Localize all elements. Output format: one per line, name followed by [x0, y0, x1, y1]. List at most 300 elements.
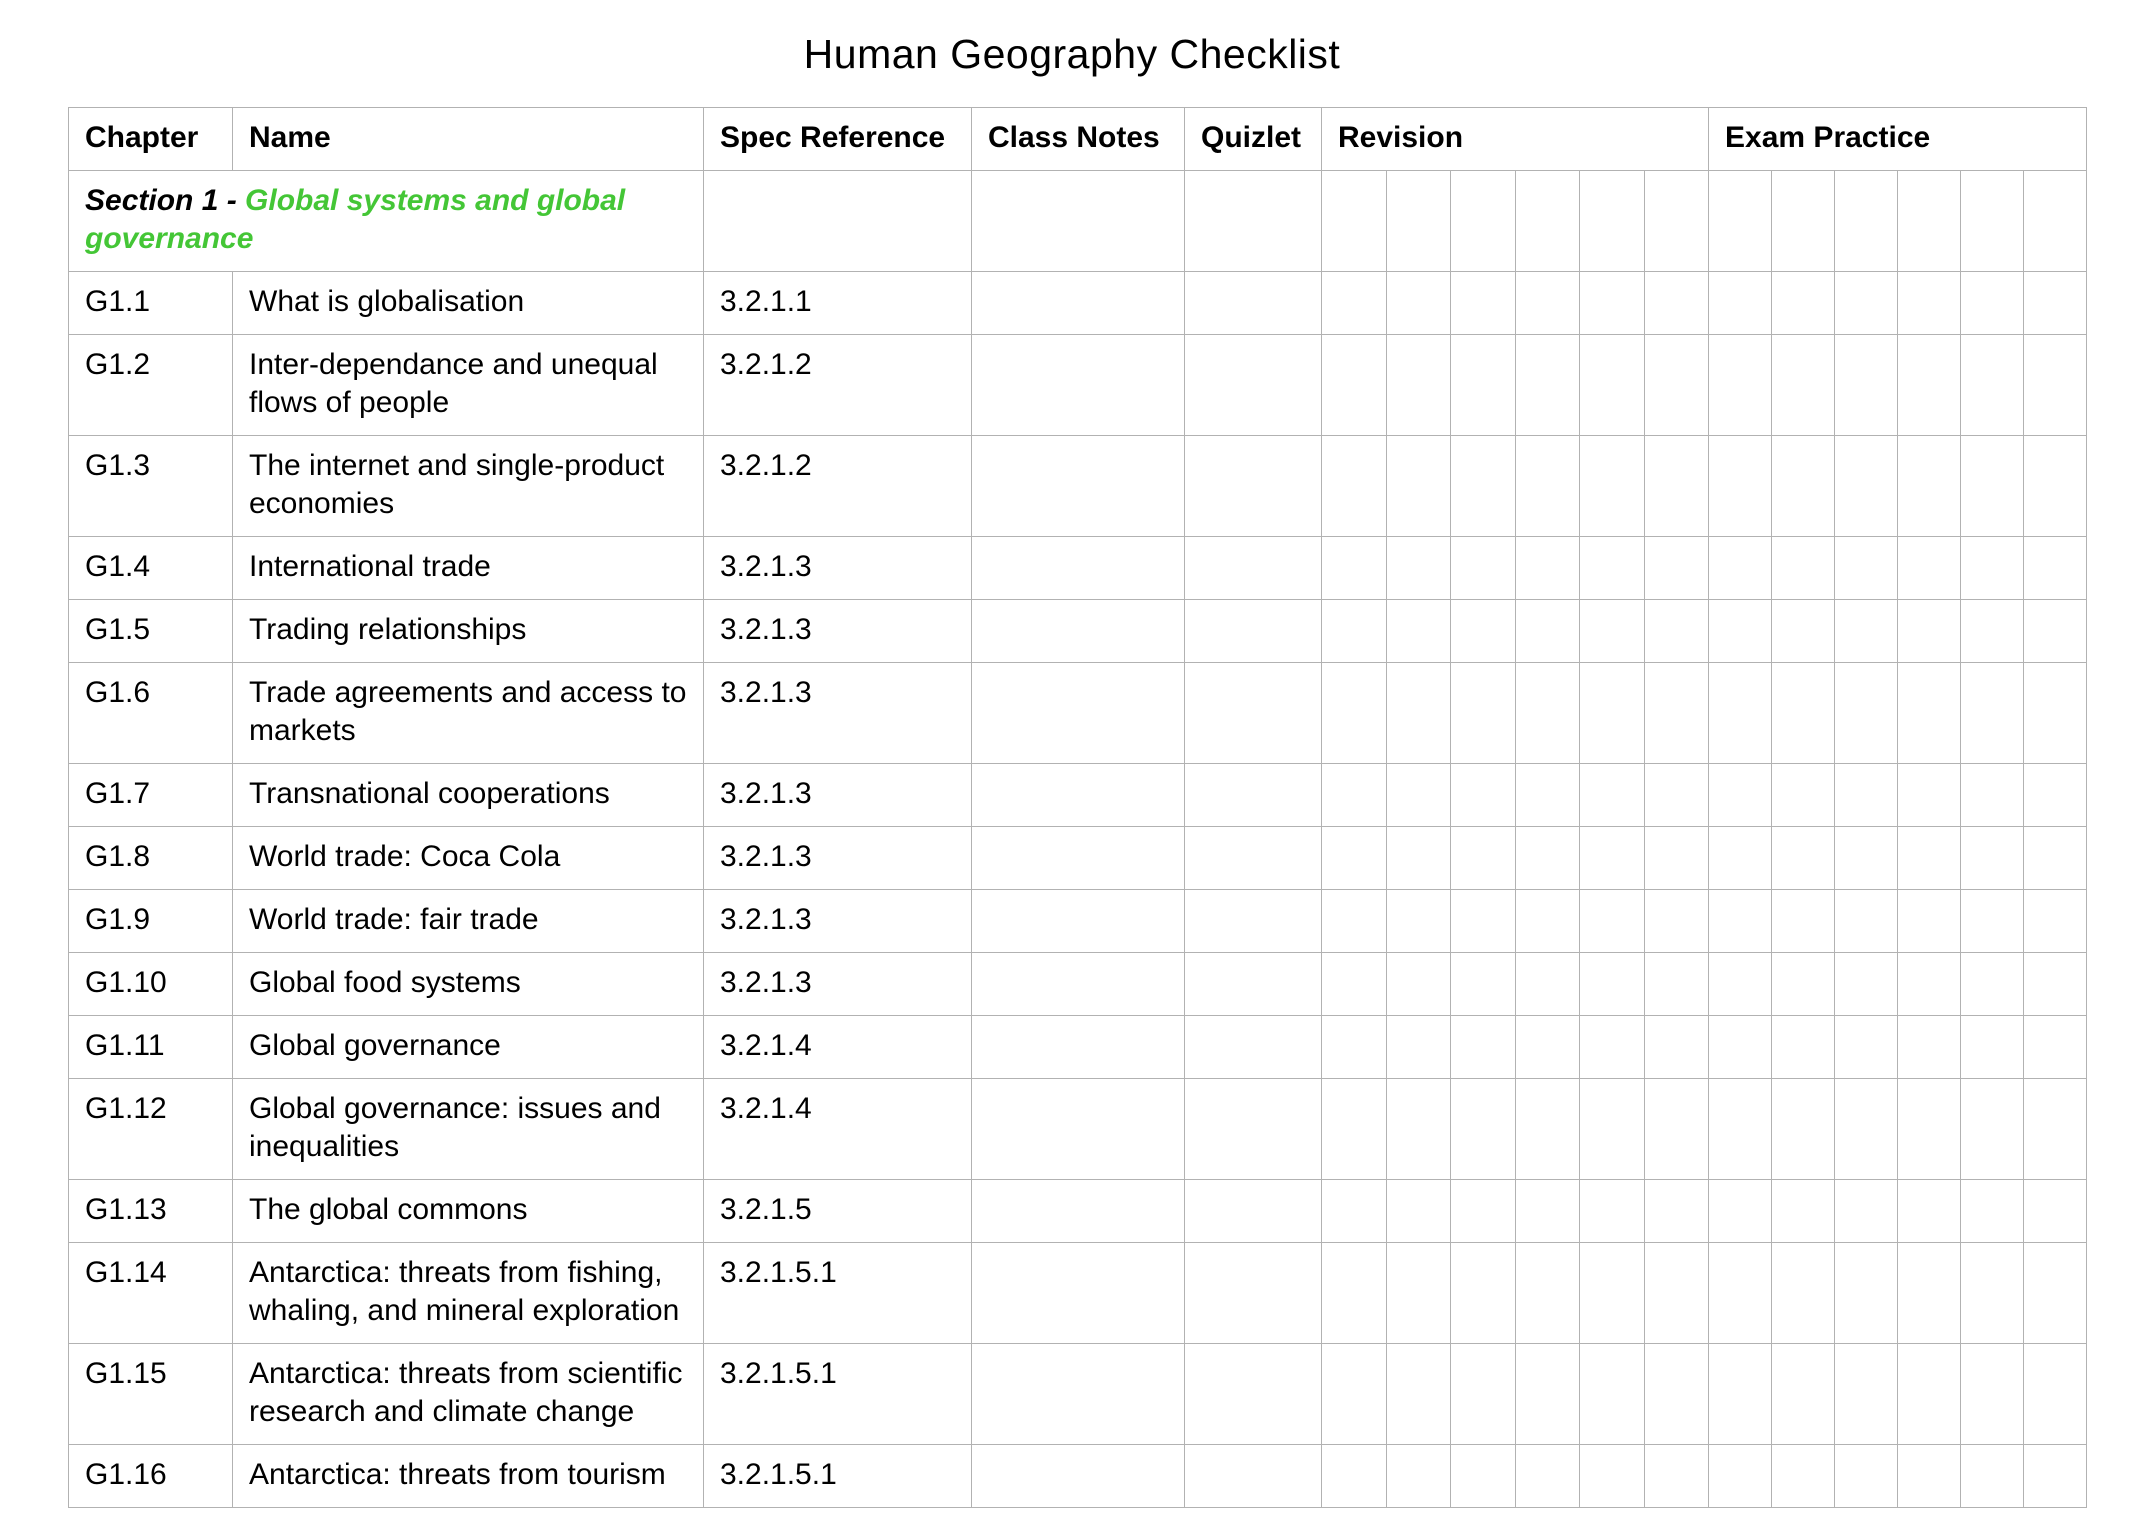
name-cell: Antarctica: threats from scientific research and climate change: [233, 1344, 704, 1445]
chapter-cell: G1.8: [69, 827, 233, 890]
chapter-cell: G1.2: [69, 335, 233, 436]
name-cell: World trade: fair trade: [233, 890, 704, 953]
exam-practice-cell[interactable]: [1835, 1016, 1898, 1079]
revision-cell[interactable]: [1386, 436, 1451, 537]
quizlet-cell[interactable]: [1185, 1243, 1322, 1344]
spec-reference-cell: 3.2.1.3: [704, 953, 972, 1016]
exam-practice-cell[interactable]: [1961, 1344, 2024, 1445]
class-notes-cell[interactable]: [972, 600, 1185, 663]
exam-practice-cell[interactable]: [1772, 171, 1835, 272]
exam-practice-cell[interactable]: [1835, 764, 1898, 827]
revision-cell[interactable]: [1451, 436, 1516, 537]
revision-cell[interactable]: [1386, 171, 1451, 272]
section-prefix: Section 1 -: [85, 184, 246, 217]
revision-cell[interactable]: [1451, 600, 1516, 663]
exam-practice-cell[interactable]: [1961, 890, 2024, 953]
spec-reference-cell: 3.2.1.5: [704, 1180, 972, 1243]
revision-cell[interactable]: [1644, 600, 1709, 663]
table-row: [69, 953, 2087, 1016]
column-header-spec-reference: Spec Reference: [704, 108, 972, 171]
revision-cell[interactable]: [1644, 1445, 1709, 1508]
exam-practice-cell[interactable]: [1772, 764, 1835, 827]
exam-practice-cell[interactable]: [1898, 537, 1961, 600]
class-notes-cell[interactable]: [972, 1243, 1185, 1344]
column-header-exam-practice: Exam Practice: [1709, 108, 2087, 171]
revision-cell[interactable]: [1386, 1344, 1451, 1445]
exam-practice-cell[interactable]: [1772, 1079, 1835, 1180]
revision-cell[interactable]: [1322, 600, 1387, 663]
revision-cell[interactable]: [1515, 1180, 1580, 1243]
exam-practice-cell[interactable]: [2024, 171, 2087, 272]
chapter-cell: G1.6: [69, 663, 233, 764]
exam-practice-cell[interactable]: [1835, 890, 1898, 953]
revision-cell[interactable]: [1580, 890, 1645, 953]
revision-cell[interactable]: [1644, 1016, 1709, 1079]
revision-cell[interactable]: [1580, 827, 1645, 890]
revision-cell[interactable]: [1644, 1344, 1709, 1445]
table-row: [69, 827, 2087, 890]
exam-practice-cell[interactable]: [2024, 436, 2087, 537]
exam-practice-cell[interactable]: [1772, 436, 1835, 537]
exam-practice-cell[interactable]: [1898, 436, 1961, 537]
exam-practice-cell[interactable]: [1961, 171, 2024, 272]
exam-practice-cell[interactable]: [1961, 953, 2024, 1016]
exam-practice-cell[interactable]: [1709, 1243, 1772, 1344]
quizlet-cell[interactable]: [1185, 827, 1322, 890]
class-notes-cell[interactable]: [972, 953, 1185, 1016]
quizlet-cell[interactable]: [1185, 1344, 1322, 1445]
exam-practice-cell[interactable]: [1898, 890, 1961, 953]
exam-practice-cell[interactable]: [1835, 1079, 1898, 1180]
revision-cell[interactable]: [1386, 827, 1451, 890]
class-notes-cell[interactable]: [972, 1016, 1185, 1079]
column-header-name: Name: [233, 108, 704, 171]
revision-cell[interactable]: [1386, 1180, 1451, 1243]
exam-practice-cell[interactable]: [2024, 953, 2087, 1016]
revision-cell[interactable]: [1515, 953, 1580, 1016]
chapter-cell: G1.7: [69, 764, 233, 827]
exam-practice-cell[interactable]: [1709, 171, 1772, 272]
revision-cell[interactable]: [1644, 335, 1709, 436]
section-row: [69, 171, 2087, 272]
exam-practice-cell[interactable]: [1961, 537, 2024, 600]
chapter-cell: G1.16: [69, 1445, 233, 1508]
exam-practice-cell[interactable]: [1835, 953, 1898, 1016]
spec-reference-cell: 3.2.1.4: [704, 1079, 972, 1180]
revision-cell[interactable]: [1515, 600, 1580, 663]
revision-cell[interactable]: [1644, 1079, 1709, 1180]
exam-practice-cell[interactable]: [1961, 1243, 2024, 1344]
exam-practice-cell[interactable]: [1961, 272, 2024, 335]
spec-reference-cell: 3.2.1.5.1: [704, 1445, 972, 1508]
quizlet-cell[interactable]: [1185, 1079, 1322, 1180]
revision-cell[interactable]: [1644, 537, 1709, 600]
column-header-revision: Revision: [1322, 108, 1709, 171]
exam-practice-cell[interactable]: [1709, 1079, 1772, 1180]
exam-practice-cell[interactable]: [1835, 600, 1898, 663]
revision-cell[interactable]: [1515, 1445, 1580, 1508]
exam-practice-cell[interactable]: [1835, 1445, 1898, 1508]
name-cell: Global governance: issues and inequalities: [233, 1079, 704, 1180]
exam-practice-cell[interactable]: [2024, 663, 2087, 764]
revision-cell[interactable]: [1580, 537, 1645, 600]
revision-cell[interactable]: [1515, 663, 1580, 764]
section-header-cell: [69, 171, 704, 272]
revision-cell[interactable]: [1386, 890, 1451, 953]
exam-practice-cell[interactable]: [1835, 436, 1898, 537]
exam-practice-cell[interactable]: [2024, 1180, 2087, 1243]
exam-practice-cell[interactable]: [1772, 890, 1835, 953]
class-notes-cell[interactable]: [972, 1079, 1185, 1180]
revision-cell[interactable]: [1322, 171, 1387, 272]
name-cell: Antarctica: threats from fishing, whaling, and mineral exploration: [233, 1243, 704, 1344]
exam-practice-cell[interactable]: [1961, 1445, 2024, 1508]
name-cell: Transnational cooperations: [233, 764, 704, 827]
revision-cell[interactable]: [1386, 335, 1451, 436]
exam-practice-cell[interactable]: [1961, 335, 2024, 436]
revision-cell[interactable]: [1580, 1079, 1645, 1180]
exam-practice-cell[interactable]: [1898, 171, 1961, 272]
revision-cell[interactable]: [1451, 537, 1516, 600]
revision-cell[interactable]: [1580, 1344, 1645, 1445]
class-notes-cell[interactable]: [972, 1180, 1185, 1243]
table-row: [69, 1445, 2087, 1508]
revision-cell[interactable]: [1451, 764, 1516, 827]
exam-practice-cell[interactable]: [2024, 272, 2087, 335]
exam-practice-cell[interactable]: [1709, 436, 1772, 537]
quizlet-cell[interactable]: [1185, 1016, 1322, 1079]
revision-cell[interactable]: [1322, 272, 1387, 335]
revision-cell[interactable]: [1451, 890, 1516, 953]
revision-cell[interactable]: [1451, 1016, 1516, 1079]
exam-practice-cell[interactable]: [1709, 335, 1772, 436]
exam-practice-cell[interactable]: [1709, 1445, 1772, 1508]
exam-practice-cell[interactable]: [1772, 1344, 1835, 1445]
revision-cell[interactable]: [1515, 890, 1580, 953]
revision-cell[interactable]: [1322, 1180, 1387, 1243]
revision-cell[interactable]: [1515, 272, 1580, 335]
exam-practice-cell[interactable]: [1898, 1344, 1961, 1445]
revision-cell[interactable]: [1451, 335, 1516, 436]
revision-cell[interactable]: [1386, 1243, 1451, 1344]
revision-cell[interactable]: [1451, 272, 1516, 335]
exam-practice-cell[interactable]: [1772, 1180, 1835, 1243]
revision-cell[interactable]: [1451, 827, 1516, 890]
exam-practice-cell[interactable]: [1709, 1180, 1772, 1243]
class-notes-cell[interactable]: [972, 537, 1185, 600]
spec-reference-cell: 3.2.1.5.1: [704, 1344, 972, 1445]
chapter-cell: G1.10: [69, 953, 233, 1016]
exam-practice-cell[interactable]: [1898, 1445, 1961, 1508]
quizlet-cell[interactable]: [1185, 335, 1322, 436]
exam-practice-cell[interactable]: [1772, 663, 1835, 764]
exam-practice-cell[interactable]: [2024, 537, 2087, 600]
revision-cell[interactable]: [1644, 663, 1709, 764]
revision-cell[interactable]: [1322, 953, 1387, 1016]
revision-cell[interactable]: [1515, 335, 1580, 436]
quizlet-cell[interactable]: [1185, 953, 1322, 1016]
exam-practice-cell[interactable]: [1898, 953, 1961, 1016]
class-notes-cell[interactable]: [972, 272, 1185, 335]
exam-practice-cell[interactable]: [2024, 1344, 2087, 1445]
revision-cell[interactable]: [1322, 335, 1387, 436]
exam-practice-cell[interactable]: [1898, 827, 1961, 890]
revision-cell[interactable]: [1515, 171, 1580, 272]
revision-cell[interactable]: [1515, 1344, 1580, 1445]
table-row: [69, 890, 2087, 953]
spec-reference-cell: 3.2.1.3: [704, 663, 972, 764]
exam-practice-cell[interactable]: [1961, 1079, 2024, 1180]
class-notes-cell[interactable]: [972, 1445, 1185, 1508]
revision-cell[interactable]: [1580, 764, 1645, 827]
exam-practice-cell[interactable]: [1709, 663, 1772, 764]
class-notes-cell[interactable]: [972, 827, 1185, 890]
revision-cell[interactable]: [1386, 272, 1451, 335]
exam-practice-cell[interactable]: [1709, 890, 1772, 953]
revision-cell[interactable]: [1580, 335, 1645, 436]
name-cell: Trade agreements and access to markets: [233, 663, 704, 764]
class-notes-cell[interactable]: [972, 335, 1185, 436]
exam-practice-cell[interactable]: [1835, 663, 1898, 764]
page-title: Human Geography Checklist: [803, 31, 1341, 77]
revision-cell[interactable]: [1322, 1344, 1387, 1445]
revision-cell[interactable]: [1451, 1180, 1516, 1243]
revision-cell[interactable]: [1580, 663, 1645, 764]
table-row: [69, 663, 2087, 764]
exam-practice-cell[interactable]: [2024, 1016, 2087, 1079]
exam-practice-cell[interactable]: [1961, 1016, 2024, 1079]
exam-practice-cell[interactable]: [1835, 335, 1898, 436]
exam-practice-cell[interactable]: [1835, 272, 1898, 335]
checklist-table: [68, 107, 2087, 1508]
exam-practice-cell[interactable]: [1709, 827, 1772, 890]
exam-practice-cell[interactable]: [1772, 1445, 1835, 1508]
exam-practice-cell[interactable]: [2024, 890, 2087, 953]
exam-practice-cell[interactable]: [1772, 335, 1835, 436]
revision-cell[interactable]: [1515, 1243, 1580, 1344]
exam-practice-cell[interactable]: [1961, 436, 2024, 537]
class-notes-cell[interactable]: [972, 171, 1185, 272]
class-notes-cell[interactable]: [972, 436, 1185, 537]
spec-reference-cell: 3.2.1.3: [704, 827, 972, 890]
quizlet-cell[interactable]: [1185, 436, 1322, 537]
exam-practice-cell[interactable]: [1898, 1180, 1961, 1243]
revision-cell[interactable]: [1322, 663, 1387, 764]
exam-practice-cell[interactable]: [2024, 1243, 2087, 1344]
revision-cell[interactable]: [1322, 827, 1387, 890]
quizlet-cell[interactable]: [1185, 171, 1322, 272]
exam-practice-cell[interactable]: [1835, 827, 1898, 890]
revision-cell[interactable]: [1580, 1016, 1645, 1079]
exam-practice-cell[interactable]: [1835, 1243, 1898, 1344]
revision-cell[interactable]: [1322, 1445, 1387, 1508]
chapter-cell: G1.3: [69, 436, 233, 537]
revision-cell[interactable]: [1322, 1079, 1387, 1180]
revision-cell[interactable]: [1515, 436, 1580, 537]
revision-cell[interactable]: [1451, 1079, 1516, 1180]
revision-cell[interactable]: [1322, 1243, 1387, 1344]
revision-cell[interactable]: [1451, 663, 1516, 764]
name-cell: World trade: Coca Cola: [233, 827, 704, 890]
class-notes-cell[interactable]: [972, 1344, 1185, 1445]
exam-practice-cell[interactable]: [1835, 537, 1898, 600]
revision-cell[interactable]: [1580, 436, 1645, 537]
exam-practice-cell[interactable]: [1772, 600, 1835, 663]
revision-cell[interactable]: [1580, 1243, 1645, 1344]
exam-practice-cell[interactable]: [1709, 1344, 1772, 1445]
revision-cell[interactable]: [1515, 1016, 1580, 1079]
spec-reference-cell: [704, 171, 972, 272]
quizlet-cell[interactable]: [1185, 1180, 1322, 1243]
revision-cell[interactable]: [1515, 764, 1580, 827]
revision-cell[interactable]: [1322, 890, 1387, 953]
table-header: [69, 108, 2087, 171]
revision-cell[interactable]: [1451, 1344, 1516, 1445]
revision-cell[interactable]: [1580, 272, 1645, 335]
revision-cell[interactable]: [1386, 600, 1451, 663]
section-title-green: Global systems and global governance: [85, 184, 626, 255]
exam-practice-cell[interactable]: [2024, 1079, 2087, 1180]
revision-cell[interactable]: [1322, 764, 1387, 827]
exam-practice-cell[interactable]: [1961, 1180, 2024, 1243]
table-row: [69, 600, 2087, 663]
exam-practice-cell[interactable]: [1709, 600, 1772, 663]
exam-practice-cell[interactable]: [1961, 764, 2024, 827]
revision-cell[interactable]: [1644, 1180, 1709, 1243]
exam-practice-cell[interactable]: [1709, 537, 1772, 600]
revision-cell[interactable]: [1322, 1016, 1387, 1079]
revision-cell[interactable]: [1515, 1079, 1580, 1180]
name-cell: The global commons: [233, 1180, 704, 1243]
quizlet-cell[interactable]: [1185, 1445, 1322, 1508]
exam-practice-cell[interactable]: [1898, 272, 1961, 335]
revision-cell[interactable]: [1580, 600, 1645, 663]
name-cell: Global food systems: [233, 953, 704, 1016]
exam-practice-cell[interactable]: [1709, 1016, 1772, 1079]
revision-cell[interactable]: [1515, 827, 1580, 890]
exam-practice-cell[interactable]: [1772, 1243, 1835, 1344]
quizlet-cell[interactable]: [1185, 663, 1322, 764]
revision-cell[interactable]: [1644, 890, 1709, 953]
spec-reference-cell: 3.2.1.3: [704, 537, 972, 600]
table-row: [69, 335, 2087, 436]
exam-practice-cell[interactable]: [1772, 827, 1835, 890]
chapter-cell: G1.12: [69, 1079, 233, 1180]
quizlet-cell[interactable]: [1185, 272, 1322, 335]
class-notes-cell[interactable]: [972, 890, 1185, 953]
quizlet-cell[interactable]: [1185, 537, 1322, 600]
table-body: [69, 171, 2087, 1508]
revision-cell[interactable]: [1386, 1445, 1451, 1508]
revision-cell[interactable]: [1644, 953, 1709, 1016]
quizlet-cell[interactable]: [1185, 890, 1322, 953]
exam-practice-cell[interactable]: [1898, 1016, 1961, 1079]
exam-practice-cell[interactable]: [2024, 600, 2087, 663]
spec-reference-cell: 3.2.1.5.1: [704, 1243, 972, 1344]
revision-cell[interactable]: [1644, 827, 1709, 890]
quizlet-cell[interactable]: [1185, 764, 1322, 827]
chapter-cell: G1.5: [69, 600, 233, 663]
name-cell: Inter-dependance and unequal flows of people: [233, 335, 704, 436]
exam-practice-cell[interactable]: [1898, 600, 1961, 663]
revision-cell[interactable]: [1644, 436, 1709, 537]
exam-practice-cell[interactable]: [1898, 1079, 1961, 1180]
revision-cell[interactable]: [1451, 171, 1516, 272]
exam-practice-cell[interactable]: [1772, 953, 1835, 1016]
spec-reference-cell: 3.2.1.1: [704, 272, 972, 335]
exam-practice-cell[interactable]: [1709, 764, 1772, 827]
class-notes-cell[interactable]: [972, 764, 1185, 827]
exam-practice-cell[interactable]: [1898, 764, 1961, 827]
exam-practice-cell[interactable]: [2024, 827, 2087, 890]
revision-cell[interactable]: [1386, 764, 1451, 827]
revision-cell[interactable]: [1644, 764, 1709, 827]
spec-reference-cell: 3.2.1.4: [704, 1016, 972, 1079]
table-row: [69, 1016, 2087, 1079]
revision-cell[interactable]: [1386, 537, 1451, 600]
revision-cell[interactable]: [1644, 1243, 1709, 1344]
revision-cell[interactable]: [1322, 537, 1387, 600]
table-row: [69, 764, 2087, 827]
exam-practice-cell[interactable]: [2024, 764, 2087, 827]
exam-practice-cell[interactable]: [1709, 953, 1772, 1016]
chapter-cell: G1.9: [69, 890, 233, 953]
revision-cell[interactable]: [1386, 1079, 1451, 1180]
exam-practice-cell[interactable]: [1835, 1180, 1898, 1243]
revision-cell[interactable]: [1580, 1180, 1645, 1243]
revision-cell[interactable]: [1451, 1243, 1516, 1344]
exam-practice-cell[interactable]: [1898, 1243, 1961, 1344]
exam-practice-cell[interactable]: [1709, 272, 1772, 335]
spec-reference-cell: 3.2.1.3: [704, 890, 972, 953]
revision-cell[interactable]: [1644, 272, 1709, 335]
table-row: [69, 1243, 2087, 1344]
revision-cell[interactable]: [1580, 171, 1645, 272]
revision-cell[interactable]: [1644, 171, 1709, 272]
exam-practice-cell[interactable]: [1898, 335, 1961, 436]
revision-cell[interactable]: [1451, 953, 1516, 1016]
exam-practice-cell[interactable]: [1772, 537, 1835, 600]
exam-practice-cell[interactable]: [1961, 827, 2024, 890]
exam-practice-cell[interactable]: [1961, 600, 2024, 663]
column-header-class-notes: Class Notes: [972, 108, 1185, 171]
column-header-quizlet: Quizlet: [1185, 108, 1322, 171]
header-row: [69, 108, 2087, 171]
exam-practice-cell[interactable]: [1835, 171, 1898, 272]
chapter-cell: G1.11: [69, 1016, 233, 1079]
exam-practice-cell[interactable]: [2024, 335, 2087, 436]
revision-cell[interactable]: [1386, 663, 1451, 764]
revision-cell[interactable]: [1386, 1016, 1451, 1079]
chapter-cell: G1.15: [69, 1344, 233, 1445]
revision-cell[interactable]: [1322, 436, 1387, 537]
quizlet-cell[interactable]: [1185, 600, 1322, 663]
exam-practice-cell[interactable]: [1961, 663, 2024, 764]
exam-practice-cell[interactable]: [1835, 1344, 1898, 1445]
exam-practice-cell[interactable]: [1772, 272, 1835, 335]
name-cell: The internet and single-product economies: [233, 436, 704, 537]
exam-practice-cell[interactable]: [2024, 1445, 2087, 1508]
exam-practice-cell[interactable]: [1898, 663, 1961, 764]
revision-cell[interactable]: [1580, 1445, 1645, 1508]
revision-cell[interactable]: [1451, 1445, 1516, 1508]
revision-cell[interactable]: [1515, 537, 1580, 600]
revision-cell[interactable]: [1580, 953, 1645, 1016]
exam-practice-cell[interactable]: [1772, 1016, 1835, 1079]
class-notes-cell[interactable]: [972, 663, 1185, 764]
table-row: [69, 1180, 2087, 1243]
revision-cell[interactable]: [1386, 953, 1451, 1016]
